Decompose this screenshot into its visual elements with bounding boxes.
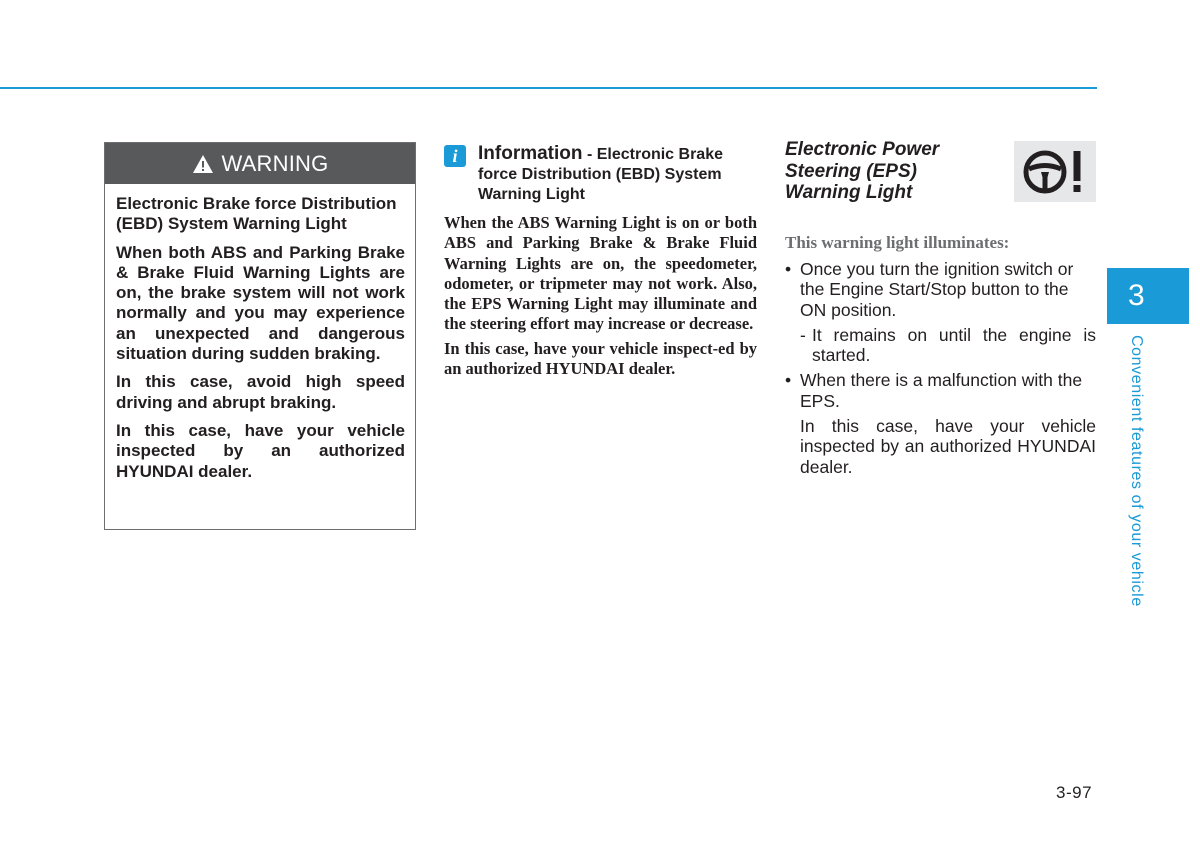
page-number: 3-97 [1056, 783, 1093, 802]
warning-triangle-icon [192, 154, 214, 174]
warning-box [104, 142, 416, 530]
bullet-icon: • [785, 259, 792, 279]
information-paragraph: In this case, have your vehicle inspect-ed by an authorized HYUNDAI dealer. [444, 338, 757, 379]
information-heading [478, 144, 757, 205]
warning-title: WARNING [221, 150, 329, 176]
information-subtitle: - Electronic Brake force Distribution (EBD) System Warning Light [478, 146, 723, 203]
follow-up-text: In this case, have your vehicle inspected by an authorized HYUNDAI dealer. [800, 416, 1096, 477]
warning-paragraph: In this case, have your vehicle inspected by an authorized HYUNDAI dealer. [116, 420, 405, 481]
eps-section-title: Electronic Power Steering (EPS) Warning Light [785, 139, 940, 203]
list-item [785, 259, 1096, 320]
warning-header [105, 143, 415, 184]
header-rule [0, 87, 1097, 89]
list-item-text: Once you turn the ignition switch or the Engine Start/Stop button to the ON position. [800, 259, 1074, 320]
warning-body [105, 184, 415, 482]
list-item-text: When there is a malfunction with the EPS. [800, 370, 1083, 411]
eps-lead-text: This warning light illuminates: [785, 233, 1010, 252]
information-header [444, 144, 757, 205]
sub-list-item [800, 325, 1096, 366]
chapter-title: Convenient features of your vehicle [1128, 335, 1145, 607]
information-block [444, 144, 757, 383]
sub-list-item-text: It remains on until the engine is started. [812, 324, 1096, 366]
information-paragraph: When the ABS Warning Light is on or both ABS and Parking Brake & Brake Fluid Warning Lights are on, the speedometer, odometer, or tripmeter may not work. Also, the EPS Warning Light may illuminate and the steering effort may increase or decrease. [444, 213, 757, 334]
eps-list [785, 259, 1096, 477]
steering-wheel-warning-icon [1014, 141, 1096, 202]
warning-paragraph: When both ABS and Parking Brake & Brake Fluid Warning Lights are on, the brake system will not work normally and you may experience an unexpected and dangerous situation during sudden braking. [116, 242, 405, 364]
information-icon: i [444, 145, 466, 167]
list-item [785, 370, 1096, 411]
dash-icon: - [800, 324, 806, 345]
warning-paragraph: In this case, avoid high speed driving and abrupt braking. [116, 372, 405, 412]
bullet-icon: • [785, 370, 792, 391]
warning-heading: Electronic Brake force Distribution (EBD) System Warning Light [116, 194, 397, 234]
information-label: Information [478, 143, 583, 164]
information-body [444, 213, 757, 379]
chapter-tab: 3 [1107, 268, 1189, 324]
